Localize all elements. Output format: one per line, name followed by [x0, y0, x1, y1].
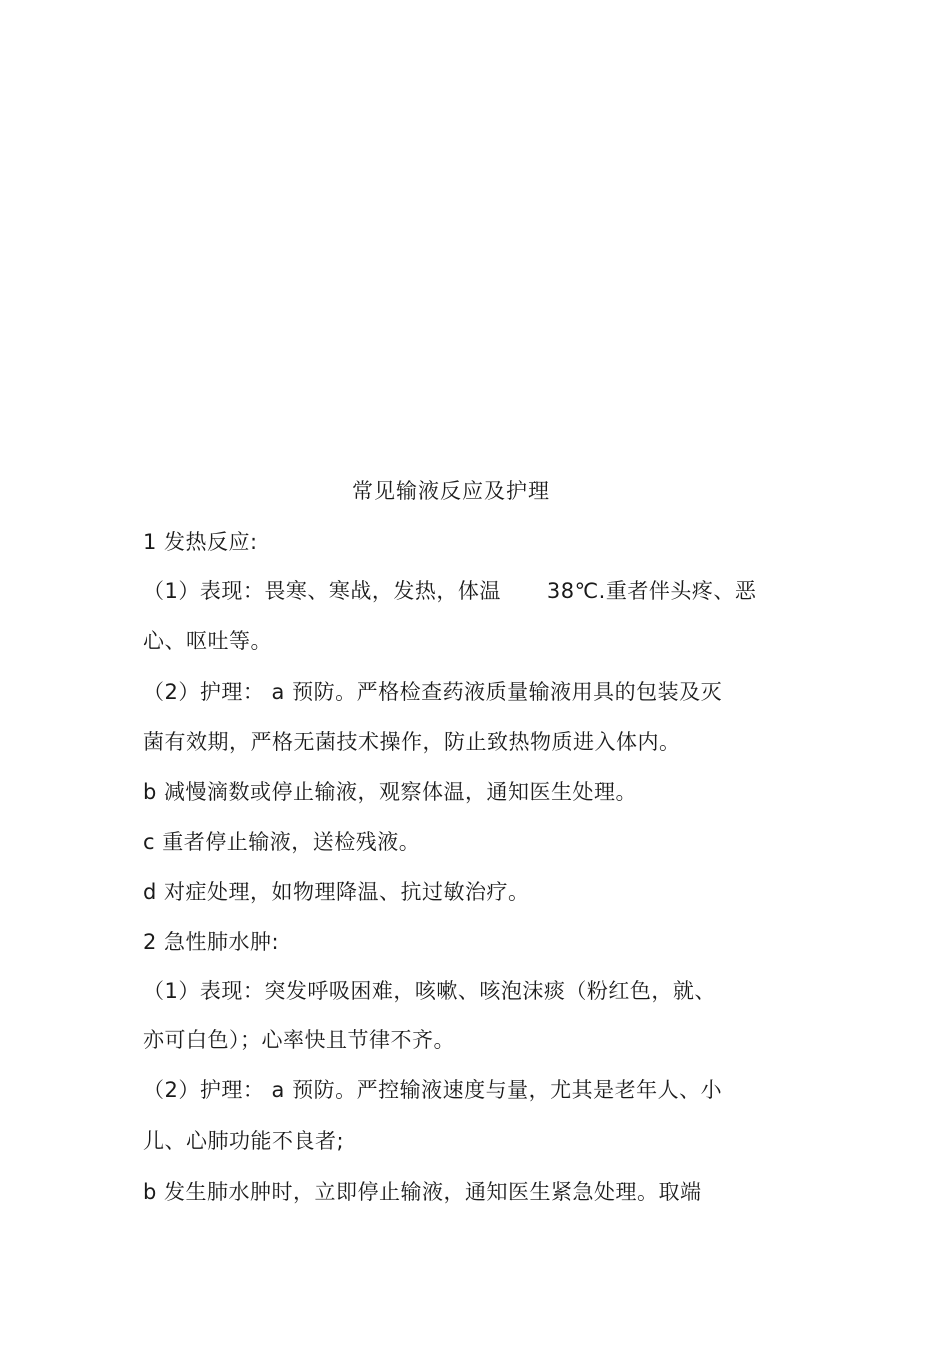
paragraph-line	[143, 576, 843, 606]
paragraph-line: （2）护理： a 预防。严控输液速度与量，尤其是老年人、小	[143, 1078, 723, 1102]
fever-symptom-text: （1）表现：畏寒、寒战，发热，体温	[143, 579, 501, 603]
paragraph-line: b 减慢滴数或停止输液，观察体温，通知医生处理。	[143, 780, 638, 804]
paragraph-line: （2）护理： a 预防。严格检查药液质量输液用具的包装及灭	[143, 680, 723, 704]
paragraph-line: b 发生肺水肿时，立即停止输液，通知医生紧急处理。取端	[143, 1180, 702, 1204]
paragraph-line: 菌有效期，严格无菌技术操作，防止致热物质进入体内。	[143, 730, 681, 754]
paragraph-line: 亦可白色）；心率快且节律不齐。	[143, 1028, 455, 1052]
document-title: 常见输液反应及护理	[352, 479, 550, 503]
section-heading-fever: 1 发热反应:	[143, 530, 258, 554]
section-heading-pulmonary-edema: 2 急性肺水肿:	[143, 930, 280, 954]
paragraph-line: 心、呕吐等。	[143, 629, 272, 653]
paragraph-line: c 重者停止输液，送检残液。	[143, 830, 421, 854]
paragraph-line: （1）表现：突发呼吸困难，咳嗽、咳泡沫痰（粉红色，就、	[143, 979, 716, 1003]
paragraph-line: d 对症处理，如物理降温、抗过敏治疗。	[143, 880, 530, 904]
paragraph-line: 儿、心肺功能不良者;	[143, 1129, 345, 1153]
fever-temperature-text: 38℃.重者伴头疼、恶	[546, 579, 757, 603]
